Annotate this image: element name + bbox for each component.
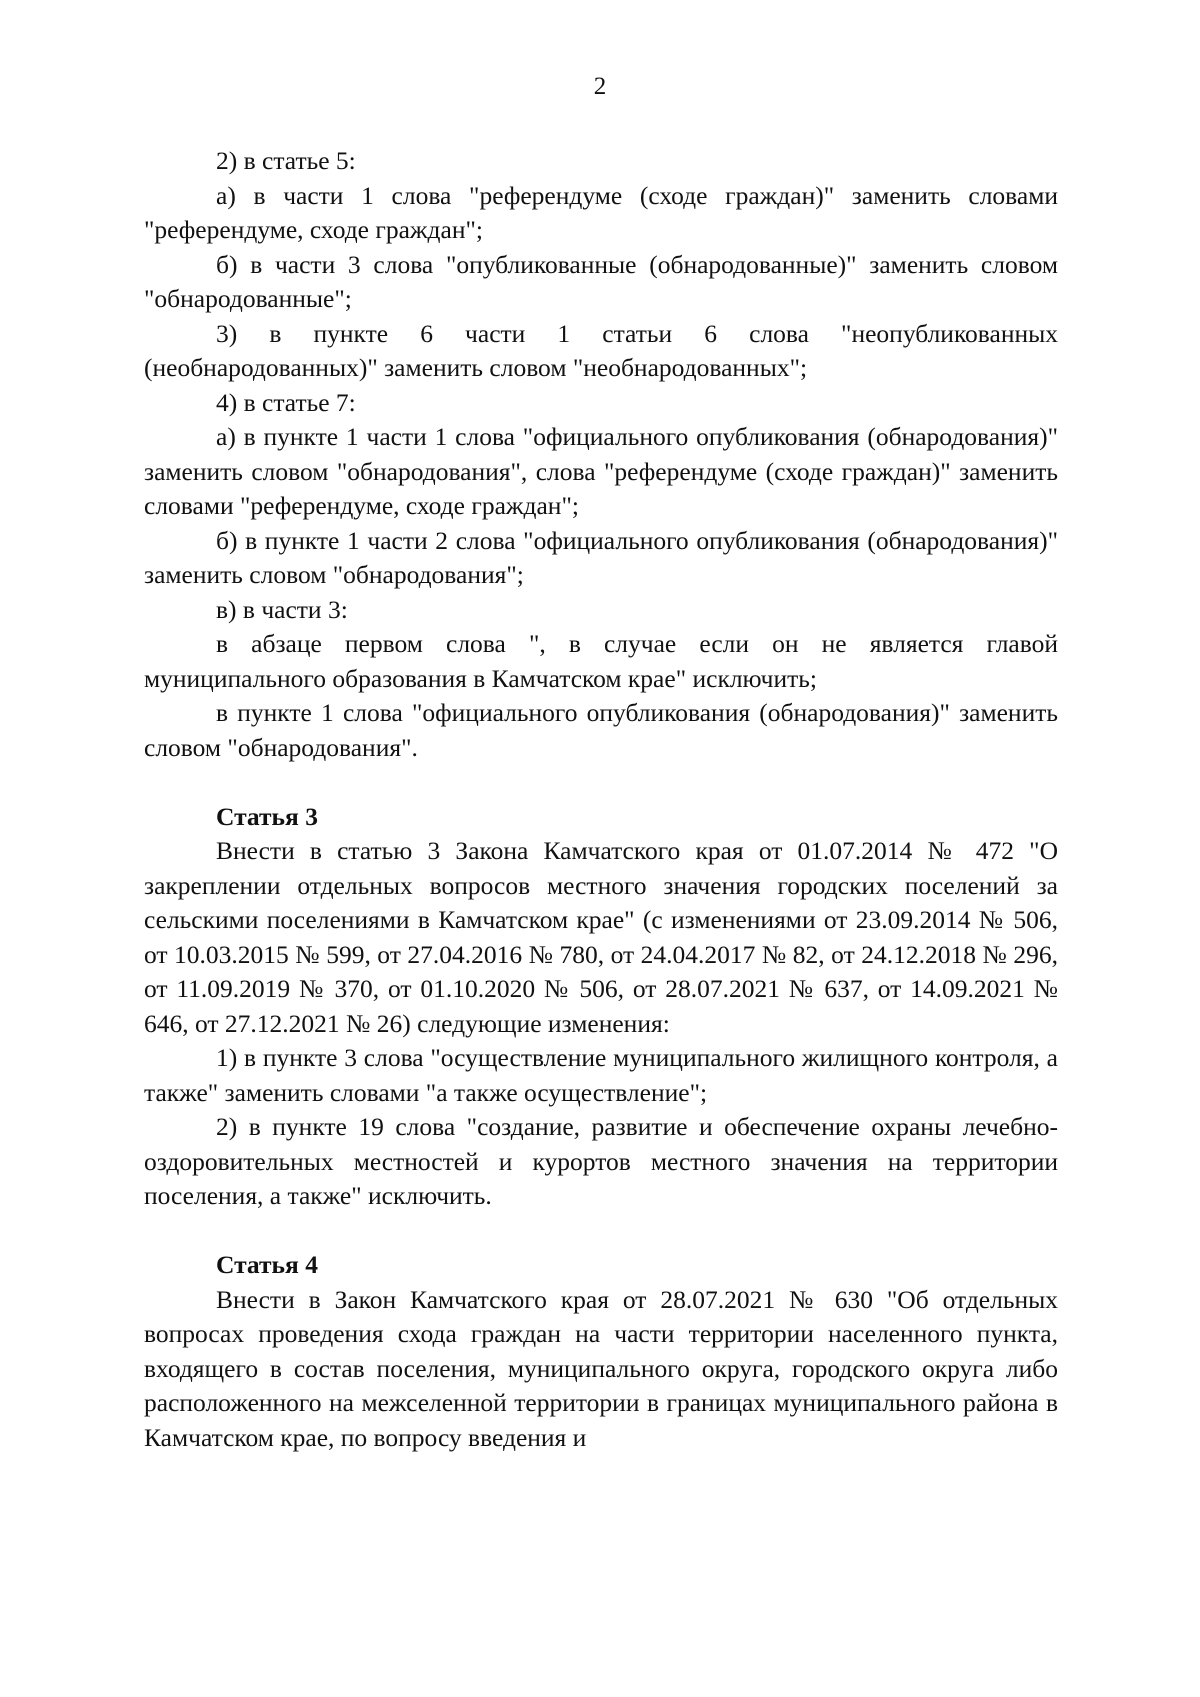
paragraph: в абзаце первом слова ", в случае если он не является главой муниципального образования в Камчатском крае" исключить; bbox=[144, 629, 1058, 693]
article-3-paragraph: 1) в пункте 3 слова "осуществление муниципального жилищного контроля, а также" заменить словами "а также осуществление"; bbox=[144, 1043, 1058, 1107]
article-3-paragraph: Внести в статью 3 Закона Камчатского края от 01.07.2014 № 472 "О закреплении отдельных вопросов местного значения городских поселений за сельскими поселениями в Камчатском крае" (с изменениями от 23.09.2014 № 506, от 10.03.2015 № 599, от 27.04.2016 № 780, от 24.04.2017 № 82, от 24.12.2018 № 296, от 11.09.2019 № 370, от 01.10.2020 № 506, от 28.07.2021 № 637, от 14.09.2021 № 646, от 27.12.2021 № 26) следующие изменения: bbox=[144, 836, 1058, 1038]
article-3-heading: Статья 3 bbox=[216, 801, 318, 831]
paragraph: в пункте 1 слова "официального опубликования (обнародования)" заменить словом "обнародования". bbox=[144, 698, 1058, 762]
paragraph: 2) в статье 5: bbox=[216, 146, 356, 175]
article-4-paragraph: Внести в Закон Камчатского края от 28.07.2021 № 630 "Об отдельных вопросах проведения схода граждан на части территории населенного пункта, входящего в состав поселения, муниципального округа, городского округа либо расположенного на межселенной территории в границах муниципального района в Камчатском крае, по вопросу введения и bbox=[144, 1284, 1058, 1452]
spacer bbox=[144, 765, 1058, 800]
spacer bbox=[144, 1214, 1058, 1249]
paragraph: в) в части 3: bbox=[216, 594, 348, 624]
paragraph: а) в части 1 слова "референдуме (сходе граждан)" заменить словами "референдуме, сходе граждан"; bbox=[144, 180, 1058, 244]
article-4-heading: Статья 4 bbox=[216, 1250, 318, 1279]
article-3-paragraph: 2) в пункте 19 слова "создание, развитие и обеспечение охраны лечебно-оздоровительных местностей и курортов местного значения на территории поселения, а также" исключить. bbox=[144, 1112, 1058, 1210]
paragraph: б) в части 3 слова "опубликованные (обнародованные)" заменить словом "обнародованные"; bbox=[144, 249, 1058, 313]
page-number: 2 bbox=[593, 73, 607, 100]
document-body bbox=[144, 144, 1058, 1455]
paragraph: 4) в статье 7: bbox=[216, 387, 356, 417]
paragraph: б) в пункте 1 части 2 слова "официального опубликования (обнародования)" заменить словом "обнародования"; bbox=[144, 525, 1058, 589]
paragraph: а) в пункте 1 части 1 слова "официального опубликования (обнародования)" заменить словом "обнародования", слова "референдуме (сходе граждан)" заменить словами "референдуме, сходе граждан"; bbox=[144, 422, 1058, 520]
paragraph: 3) в пункте 6 части 1 статьи 6 слова "неопубликованных (необнародованных)" заменить словом "необнародованных"; bbox=[144, 318, 1058, 382]
